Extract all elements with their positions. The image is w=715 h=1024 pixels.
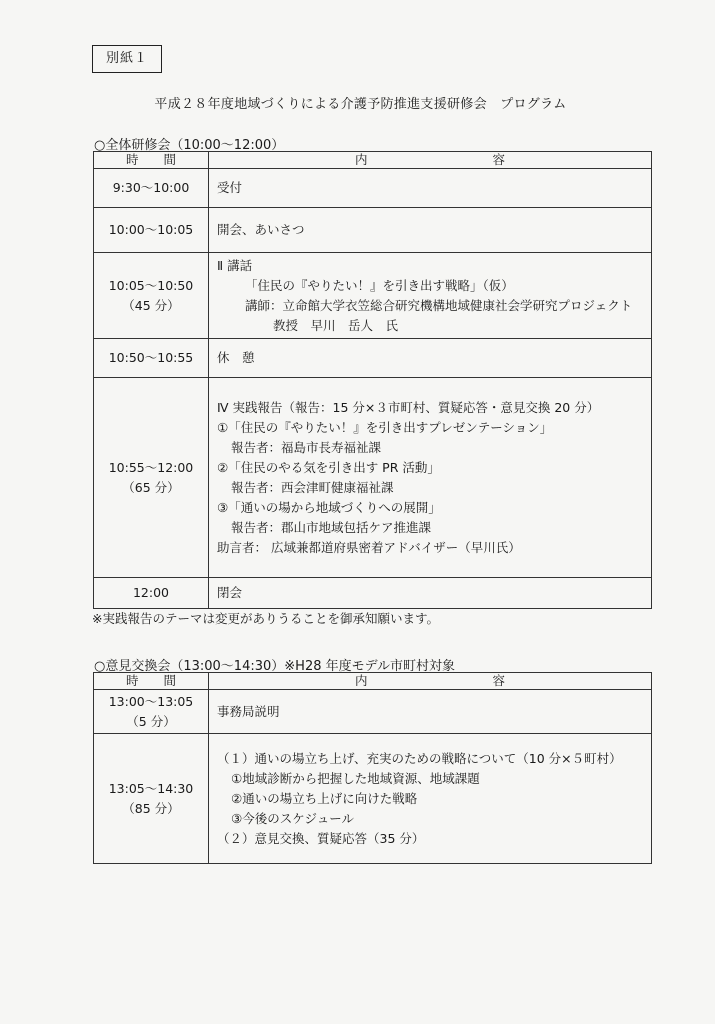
table-row [94,253,652,339]
content-cell: 受付 [209,169,652,208]
table-row [94,208,652,253]
header-time: 時 間 [94,152,209,169]
table-header-row [94,152,652,169]
table-row [94,378,652,578]
table-row [94,690,652,734]
section2-table [93,672,652,864]
content-cell: 事務局説明 [209,690,652,734]
time-cell: 13:05～14:30 （85 分） [94,734,209,864]
header-time: 時 間 [94,673,209,690]
section2-heading: ○意見交換会（13:00～14:30）※H28 年度モデル市町村対象 [94,659,455,674]
time-cell: 10:55～12:00 （65 分） [94,378,209,578]
time-cell: 10:00～10:05 [94,208,209,253]
section1-note: ※実践報告のテーマは変更がありうることを御承知願います。 [92,611,439,626]
table-header-row [94,673,652,690]
time-cell: 9:30～10:00 [94,169,209,208]
content-cell: （１）通いの場立ち上げ、充実のための戦略について（10 分×５町村） ①地域診断から把握した地域資源、地域課題 ②通いの場立ち上げに向けた戦略 ③今後のスケジュール （２）意見交換、質疑応答（35 分） [209,734,652,864]
time-cell: 10:05～10:50 （45 分） [94,253,209,339]
section1-table [93,151,652,609]
table-row [94,578,652,609]
content-cell: 休 憩 [209,339,652,378]
table-row [94,339,652,378]
content-cell: 閉会 [209,578,652,609]
header-content: 内 容 [209,152,652,169]
header-content: 内 容 [209,673,652,690]
time-cell: 13:00～13:05 （5 分） [94,690,209,734]
content-cell: Ⅱ 講話 「住民の『やりたい！』を引き出す戦略」（仮） 講師：立命館大学衣笠総合研究機構地域健康社会学研究プロジェクト 教授 早川 岳人 氏 [209,253,652,339]
program-title: 平成２８年度地域づくりによる介護予防推進支援研修会 プログラム [154,97,567,112]
table-row [94,734,652,864]
section1-heading: ○全体研修会（10:00～12:00） [94,138,285,153]
content-cell: Ⅳ 実践報告（報告：15 分×３市町村、質疑応答・意見交換 20 分） ①「住民の『やりたい！』を引き出すプレゼンテーション」 報告者：福島市長寿福祉課 ②「住民のやる気を引き出す PR 活動」 報告者：西会津町健康福祉課 ③「通いの場から地域づくりへの展開」 報告者：郡山市地域包括ケア推進課 助言者： 広域兼都道府県密着アドバイザー（早川氏） [209,378,652,578]
time-cell: 10:50～10:55 [94,339,209,378]
table-row [94,169,652,208]
time-cell: 12:00 [94,578,209,609]
content-cell: 開会、あいさつ [209,208,652,253]
attachment-label: 別紙１ [92,45,162,73]
